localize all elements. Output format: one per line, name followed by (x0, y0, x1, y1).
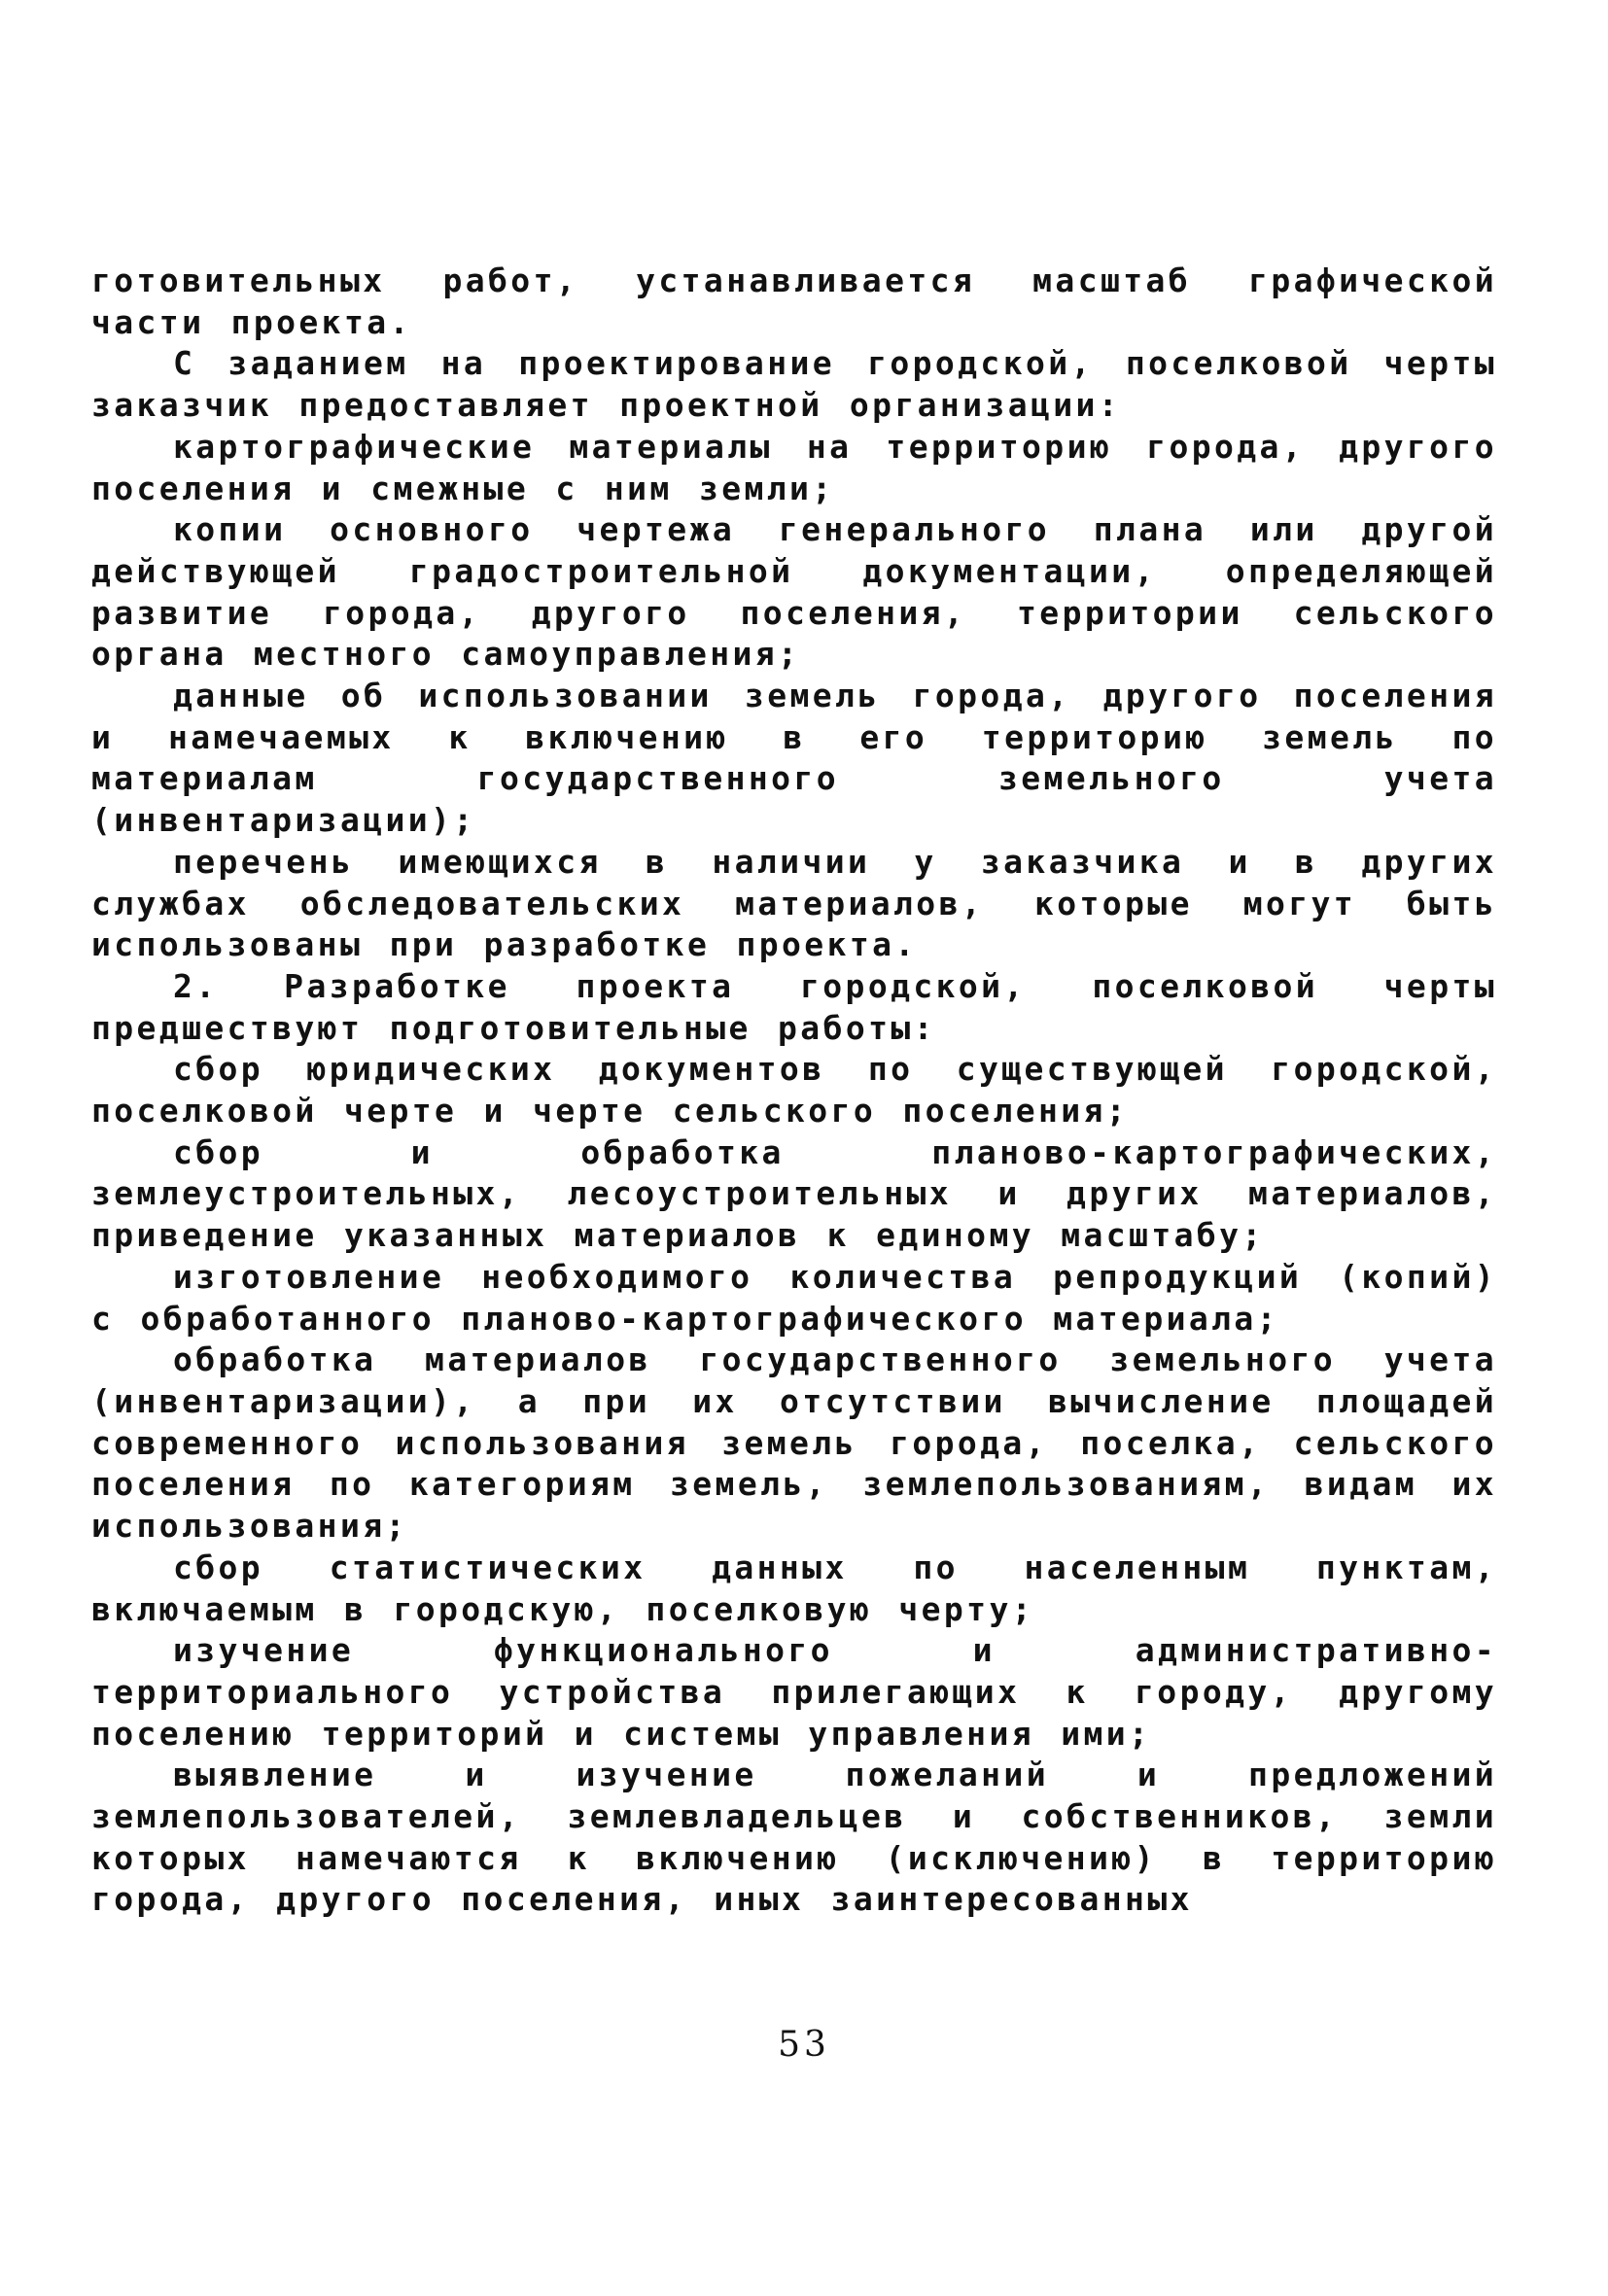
paragraph-7: 2. Разработке проекта городской, поселковой черты предшествуют подготовительные работы: (91, 966, 1497, 1047)
paragraph-10: изготовление необходимого количества репродукций (копий) с обработанного планово-картографического материала; (91, 1257, 1497, 1338)
paragraph-12: сбор статистических данных по населенным пунктам, включаемым в городскую, поселковую черту; (91, 1548, 1497, 1628)
paragraph-11: обработка материалов государственного земельного учета (инвентаризации), а при их отсутствии вычисление площадей современного использования земель города, поселка, сельского поселения по категориям земель, землепользованиям, видам их использования; (91, 1340, 1497, 1546)
page-number: 53 (778, 2025, 830, 2065)
paragraph-4: копии основного чертежа генерального плана или другой действующей градостроительной документации, определяющей развитие города, другого поселения, территории сельского органа местного самоуправления; (91, 510, 1497, 674)
paragraph-3: картографические материалы на территорию города, другого поселения и смежные с ним земли; (91, 427, 1497, 507)
paragraph-14: выявление и изучение пожеланий и предложений землепользователей, землевладельцев и собственников, земли которых намечаются к включению (исключению) в территорию города, другого поселения, иных заинтересованных (91, 1756, 1497, 1919)
paragraph-1: готовительных работ, устанавливается масштаб графической части проекта. (91, 261, 1497, 341)
page-body (91, 261, 1497, 1921)
paragraph-2: С заданием на проектирование городской, поселковой черты заказчик предоставляет проектной организации: (91, 344, 1497, 425)
paragraph-8: сбор юридических документов по существующей городской, поселковой черте и черте сельского поселения; (91, 1050, 1497, 1131)
paragraph-13: изучение функционального и административно-территориального устройства прилегающих к городу, другому поселению территорий и системы управления ими; (91, 1631, 1497, 1753)
paragraph-6: перечень имеющихся в наличии у заказчика и в других службах обследовательских материалов, которые могут быть использованы при разработке проекта. (91, 842, 1497, 964)
paragraph-5: данные об использовании земель города, другого поселения и намечаемых к включению в его территорию земель по материалам государственного земельного учета (инвентаризации); (91, 677, 1497, 840)
paragraph-9: сбор и обработка планово-картографических, землеустроительных, лесоустроительных и других материалов, приведение указанных материалов к единому масштабу; (91, 1132, 1497, 1255)
